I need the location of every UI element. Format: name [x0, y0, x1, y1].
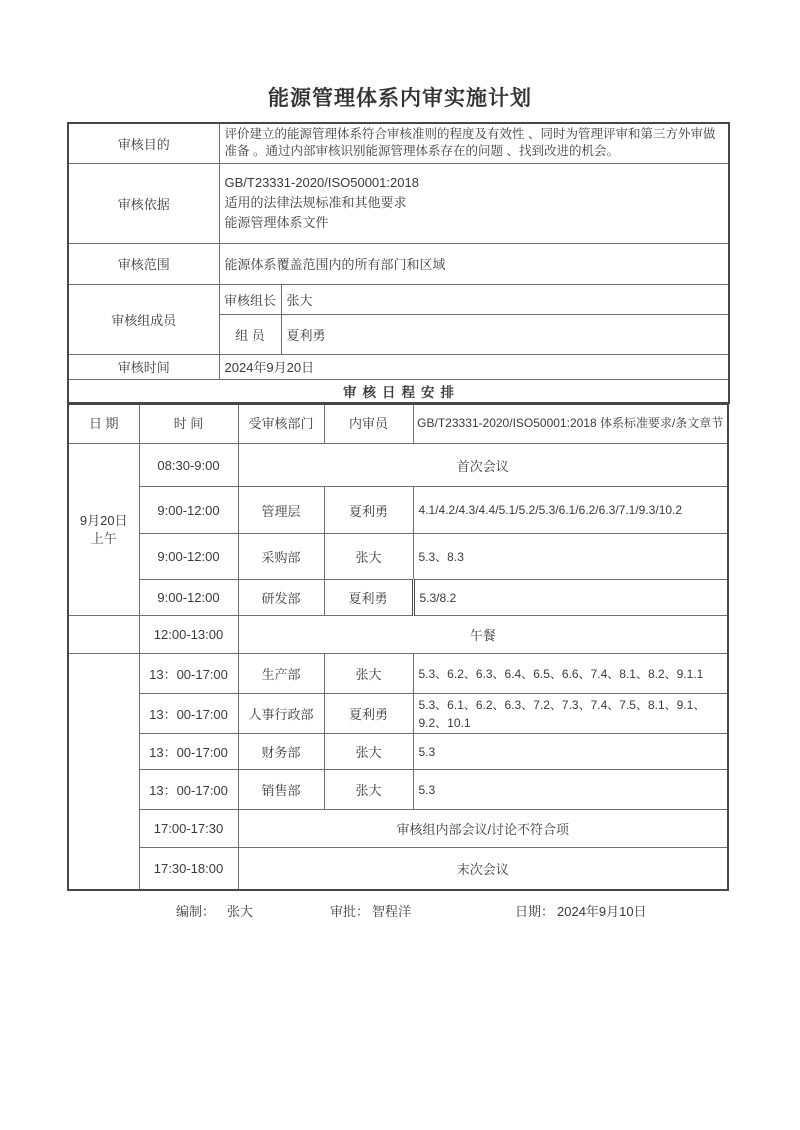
team-member-name: 夏利勇	[281, 314, 729, 354]
audit-team-label: 审核组成员	[68, 284, 219, 354]
activity-cell: 审核组内部会议/讨论不符合项	[238, 810, 728, 848]
activity-cell: 首次会议	[238, 444, 728, 487]
time-cell: 9:00-12:00	[139, 534, 238, 580]
schedule-header-row	[68, 404, 728, 444]
schedule-row	[68, 770, 728, 810]
header-dept: 受审核部门	[238, 404, 324, 444]
time-cell: 9:00-12:00	[139, 487, 238, 534]
dept-cell: 研发部	[238, 580, 324, 616]
date-cell-morning	[68, 444, 139, 616]
audit-basis-label: 审核依据	[68, 163, 219, 243]
dept-cell: 生产部	[238, 654, 324, 694]
auditor-cell: 夏利勇	[324, 580, 413, 616]
date-cell-afternoon	[68, 654, 139, 890]
header-clauses: GB/T23331-2020/ISO50001:2018 体系标准要求/条文章节	[413, 404, 728, 444]
time-cell: 9:00-12:00	[139, 580, 238, 616]
time-cell: 08:30-9:00	[139, 444, 238, 487]
team-member-role: 组 员	[219, 314, 281, 354]
audit-time-label: 审核时间	[68, 354, 219, 379]
schedule-row	[68, 616, 728, 654]
audit-scope-row	[68, 243, 729, 284]
audit-scope-value: 能源体系覆盖范围内的所有部门和区域	[219, 243, 729, 284]
auditor-cell: 张大	[324, 734, 413, 770]
dept-cell: 管理层	[238, 487, 324, 534]
time-cell: 17:30-18:00	[139, 848, 238, 890]
audit-basis-line-3: 能源管理体系文件	[224, 215, 329, 231]
schedule-section-title: 审核日程安排	[68, 379, 729, 403]
audit-basis-value	[219, 163, 729, 243]
time-cell: 13：00-17:00	[139, 654, 238, 694]
audit-basis-row	[68, 163, 729, 243]
header-time: 时 间	[139, 404, 238, 444]
clauses-cell: 5.3、6.2、6.3、6.4、6.5、6.6、7.4、8.1、8.2、9.1.1	[413, 654, 728, 694]
team-leader-role: 审核组长	[219, 284, 281, 314]
signature-footer	[0, 901, 800, 925]
time-cell: 13：00-17:00	[139, 694, 238, 734]
prepared-by-label: 编制：	[176, 904, 216, 919]
dept-cell: 采购部	[238, 534, 324, 580]
team-leader-name: 张大	[281, 284, 729, 314]
audit-purpose-label: 审核目的	[68, 123, 219, 163]
auditor-cell: 张大	[324, 770, 413, 810]
schedule-row	[68, 810, 728, 848]
approved-by-value: 智程洋	[372, 904, 412, 919]
schedule-row	[68, 734, 728, 770]
audit-scope-label: 审核范围	[68, 243, 219, 284]
auditor-cell: 张大	[324, 534, 413, 580]
approved-by-label: 审批：	[330, 904, 370, 919]
time-cell: 12:00-13:00	[139, 616, 238, 654]
prepared-by-field	[176, 901, 253, 920]
clauses-cell: 5.3/8.2	[413, 580, 728, 616]
schedule-row	[68, 534, 728, 580]
audit-purpose-row	[68, 123, 729, 163]
audit-basis-line-1: GB/T23331-2020/ISO50001:2018	[224, 174, 419, 190]
auditor-cell: 夏利勇	[324, 487, 413, 534]
schedule-row	[68, 848, 728, 890]
schedule-row	[68, 444, 728, 487]
clauses-cell: 5.3、6.1、6.2、6.3、7.2、7.3、7.4、7.5、8.1、9.1、9.2、10.1	[413, 694, 728, 734]
audit-plan-table	[67, 122, 728, 891]
dept-cell: 人事行政部	[238, 694, 324, 734]
date-line-2: 上午	[90, 530, 117, 546]
prepared-by-value: 张大	[227, 904, 254, 919]
clauses-cell: 5.3	[413, 770, 728, 810]
footer-date-value: 2024年9月10日	[557, 904, 647, 919]
audit-basis-line-2: 适用的法律法规标准和其他要求	[224, 194, 407, 210]
date-line-1: 9月20日	[79, 512, 128, 528]
date-cell-noon	[68, 616, 139, 654]
auditor-cell: 张大	[324, 654, 413, 694]
dept-cell: 财务部	[238, 734, 324, 770]
auditor-cell: 夏利勇	[324, 694, 413, 734]
dept-cell: 销售部	[238, 770, 324, 810]
audit-team-leader-row	[68, 284, 729, 314]
audit-info-table	[67, 122, 730, 404]
schedule-row	[68, 580, 728, 616]
activity-cell: 午餐	[238, 616, 728, 654]
page-title: 能源管理体系内审实施计划	[268, 87, 532, 110]
clauses-cell: 5.3、8.3	[413, 534, 728, 580]
audit-schedule-table	[67, 403, 729, 891]
schedule-row	[68, 694, 728, 734]
header-auditor: 内审员	[324, 404, 413, 444]
schedule-row	[68, 654, 728, 694]
audit-time-row	[68, 354, 729, 379]
audit-purpose-value: 评价建立的能源管理体系符合审核准则的程度及有效性 、同时为管理评审和第三方外审做准备 。通过内部审核识别能源管理体系存在的问题 、找到改进的机会。	[219, 123, 729, 163]
footer-date-label: 日期：	[515, 904, 555, 919]
activity-cell: 末次会议	[238, 848, 728, 890]
time-cell: 17:00-17:30	[139, 810, 238, 848]
clauses-cell: 4.1/4.2/4.3/4.4/5.1/5.2/5.3/6.1/6.2/6.3/7.1/9.3/10.2	[413, 487, 728, 534]
clauses-cell: 5.3	[413, 734, 728, 770]
footer-date-field	[515, 901, 647, 920]
audit-time-value: 2024年9月20日	[219, 354, 729, 379]
time-cell: 13：00-17:00	[139, 734, 238, 770]
header-date: 日 期	[68, 404, 139, 444]
schedule-row	[68, 487, 728, 534]
approved-by-field	[330, 901, 411, 920]
schedule-section-row	[68, 379, 729, 403]
time-cell: 13：00-17:00	[139, 770, 238, 810]
